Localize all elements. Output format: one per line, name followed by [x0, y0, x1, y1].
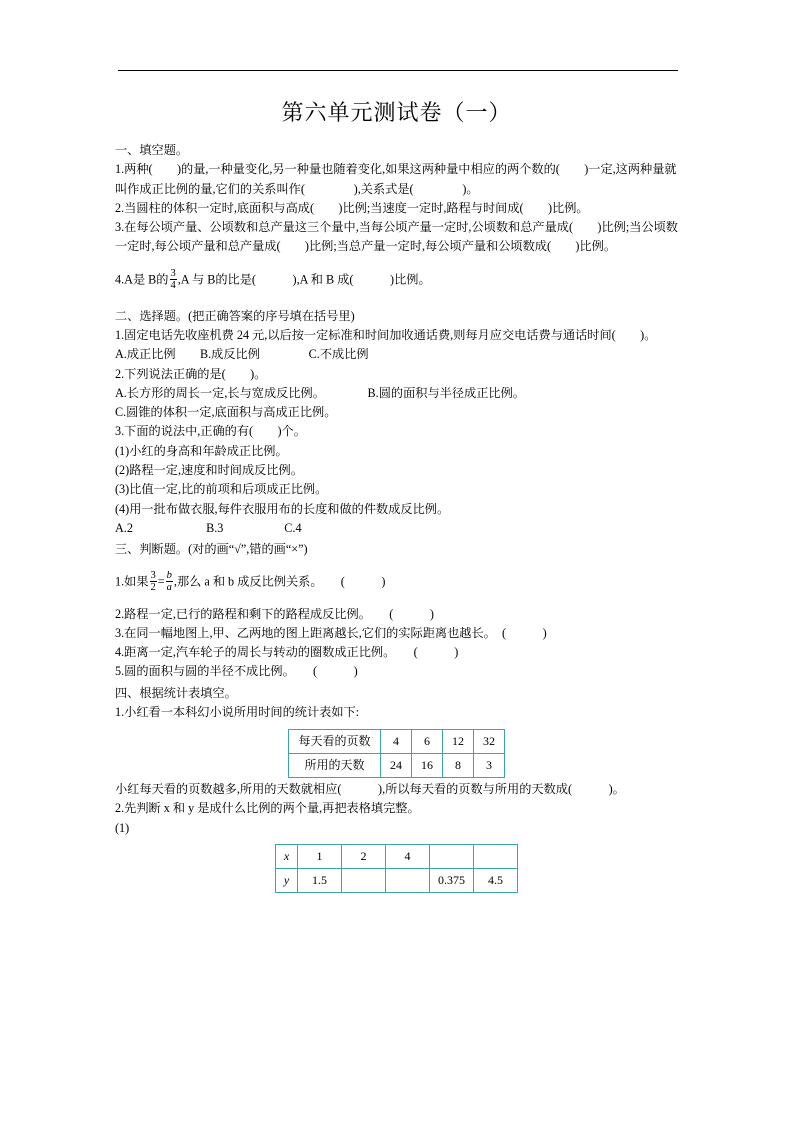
table-cell: 3: [474, 754, 505, 778]
table-cell: [474, 844, 518, 868]
table-cell: 2: [342, 844, 386, 868]
section-heading-fill-in-blank: 一、填空题。: [115, 143, 189, 157]
table-row-label: y: [276, 868, 298, 892]
question-3-1-prefix: 1.如果: [115, 575, 149, 590]
xy-table-wrapper: [115, 844, 678, 893]
fraction-b-over-a: $\frac{b}{a}$: [166, 570, 172, 594]
statistics-table-wrapper: [115, 729, 678, 778]
equals-sign: =: [157, 575, 165, 590]
question-1-4-suffix: ,A 与 B的比是( ),A 和 B 成( )比例。: [177, 272, 431, 287]
statistics-table: [288, 729, 505, 778]
question-3-5: 5.圆的面积与圆的半径不成比例。 ( ): [115, 664, 358, 679]
question-2-3-options: A.2 B.3 C.4: [115, 520, 302, 535]
question-3-4: 4.距离一定,汽车轮子的周长与转动的圈数成正比例。 ( ): [115, 645, 459, 660]
question-2-2-option-a-b: A.长方形的周长一定,长与宽成反比例。 B.圆的面积与半径成正比例。: [115, 385, 525, 400]
header-divider: [118, 70, 678, 71]
question-1-1: 1.两种( )的量,一种量变化,另一种量也随着变化,如果这两种量中相应的两个数的( )一定,这两种量就叫作成正比例的量,它们的关系叫作( ),关系式是( )。: [115, 162, 677, 196]
table-cell: 1.5: [298, 868, 342, 892]
table-cell: 4: [386, 844, 430, 868]
table-cell: 16: [412, 754, 443, 778]
table-row: [289, 754, 505, 778]
table-row: [276, 868, 518, 892]
question-4-1: 1.小红看一本科幻小说所用时间的统计表如下:: [115, 704, 360, 719]
question-4-1-followup: 小红每天看的页数越多,所用的天数就相应( ),所以每天看的页数与所用的天数成( )。: [115, 782, 625, 797]
question-2-2-option-c: C.圆锥的体积一定,底面积与高成正比例。: [115, 405, 337, 420]
table-cell: [386, 868, 430, 892]
question-4-2-sub-label: (1): [115, 820, 130, 835]
question-2-3-sub-4: (4)用一批布做衣服,每件衣服用布的长度和做的件数成反比例。: [115, 501, 450, 516]
question-3-1-suffix: ,那么 a 和 b 成反比例关系。 ( ): [173, 575, 386, 590]
table-cell: 12: [443, 730, 474, 754]
table-cell: 4: [381, 730, 412, 754]
worksheet-content: [115, 141, 678, 893]
question-3-1: [115, 570, 678, 593]
question-2-1: 1.固定电话先收座机费 24 元,以后按一定标准和时间加收通话费,则每月应交电话费与通话时间( )。: [115, 328, 657, 343]
question-1-4-prefix: 4.A是 B的: [115, 272, 169, 287]
table-cell: 4.5: [474, 868, 518, 892]
question-4-2: 2.先判断 x 和 y 是成什么比例的两个量,再把表格填完整。: [115, 801, 420, 816]
table-cell: [342, 868, 386, 892]
table-row-label: 所用的天数: [289, 754, 381, 778]
question-2-1-options: A.成正比例 B.成反比例 C.不成比例: [115, 347, 369, 362]
table-cell: 32: [474, 730, 505, 754]
fraction-three-quarters: $\frac{3}{4}$: [170, 267, 176, 291]
xy-table: [275, 844, 518, 893]
table-cell: 6: [412, 730, 443, 754]
question-3-3: 3.在同一幅地图上,甲、乙两地的图上距离越长,它们的实际距离也越长。 ( ): [115, 625, 547, 640]
table-cell: 24: [381, 754, 412, 778]
question-2-3: 3.下面的说法中,正确的有( )个。: [115, 424, 306, 439]
question-2-3-sub-3: (3)比值一定,比的前项和后项成正比例。: [115, 482, 328, 497]
question-2-3-sub-1: (1)小红的身高和年龄成正比例。: [115, 443, 288, 458]
page-title: 第六单元测试卷（一）: [281, 100, 512, 125]
fraction-three-halves: $\frac{3}{2}$: [150, 570, 156, 594]
table-cell: [430, 844, 474, 868]
question-2-3-sub-2: (2)路程一定,速度和时间成反比例。: [115, 462, 303, 477]
question-1-2: 2.当圆柱的体积一定时,底面积与高成( )比例;当速度一定时,路程与时间成( )比例。: [115, 200, 589, 215]
table-row-label: 每天看的页数: [289, 730, 381, 754]
question-1-4: [115, 268, 678, 291]
table-cell: 1: [298, 844, 342, 868]
question-1-3: 3.在每公顷产量、公顷数和总产量这三个量中,当每公顷产量一定时,公顷数和总产量成( )比例;当公顷数一定时,每公顷产量和总产量成( )比例;当总产量一定时,每公顷产量和公顷数成( )比例。: [115, 220, 678, 254]
table-row-label: x: [276, 844, 298, 868]
table-cell: 0.375: [430, 868, 474, 892]
table-cell: 8: [443, 754, 474, 778]
section-heading-multiple-choice: 二、选择题。(把正确答案的序号填在括号里): [115, 308, 355, 323]
section-heading-statistics-table: 四、根据统计表填空。: [115, 685, 237, 700]
question-3-2: 2.路程一定,已行的路程和剩下的路程成反比例。 ( ): [115, 606, 434, 621]
section-heading-true-false: 三、判断题。(对的画“√”,错的画“×”): [115, 542, 308, 557]
table-row: [276, 844, 518, 868]
table-row: [289, 730, 505, 754]
question-2-2: 2.下列说法正确的是( )。: [115, 366, 267, 381]
